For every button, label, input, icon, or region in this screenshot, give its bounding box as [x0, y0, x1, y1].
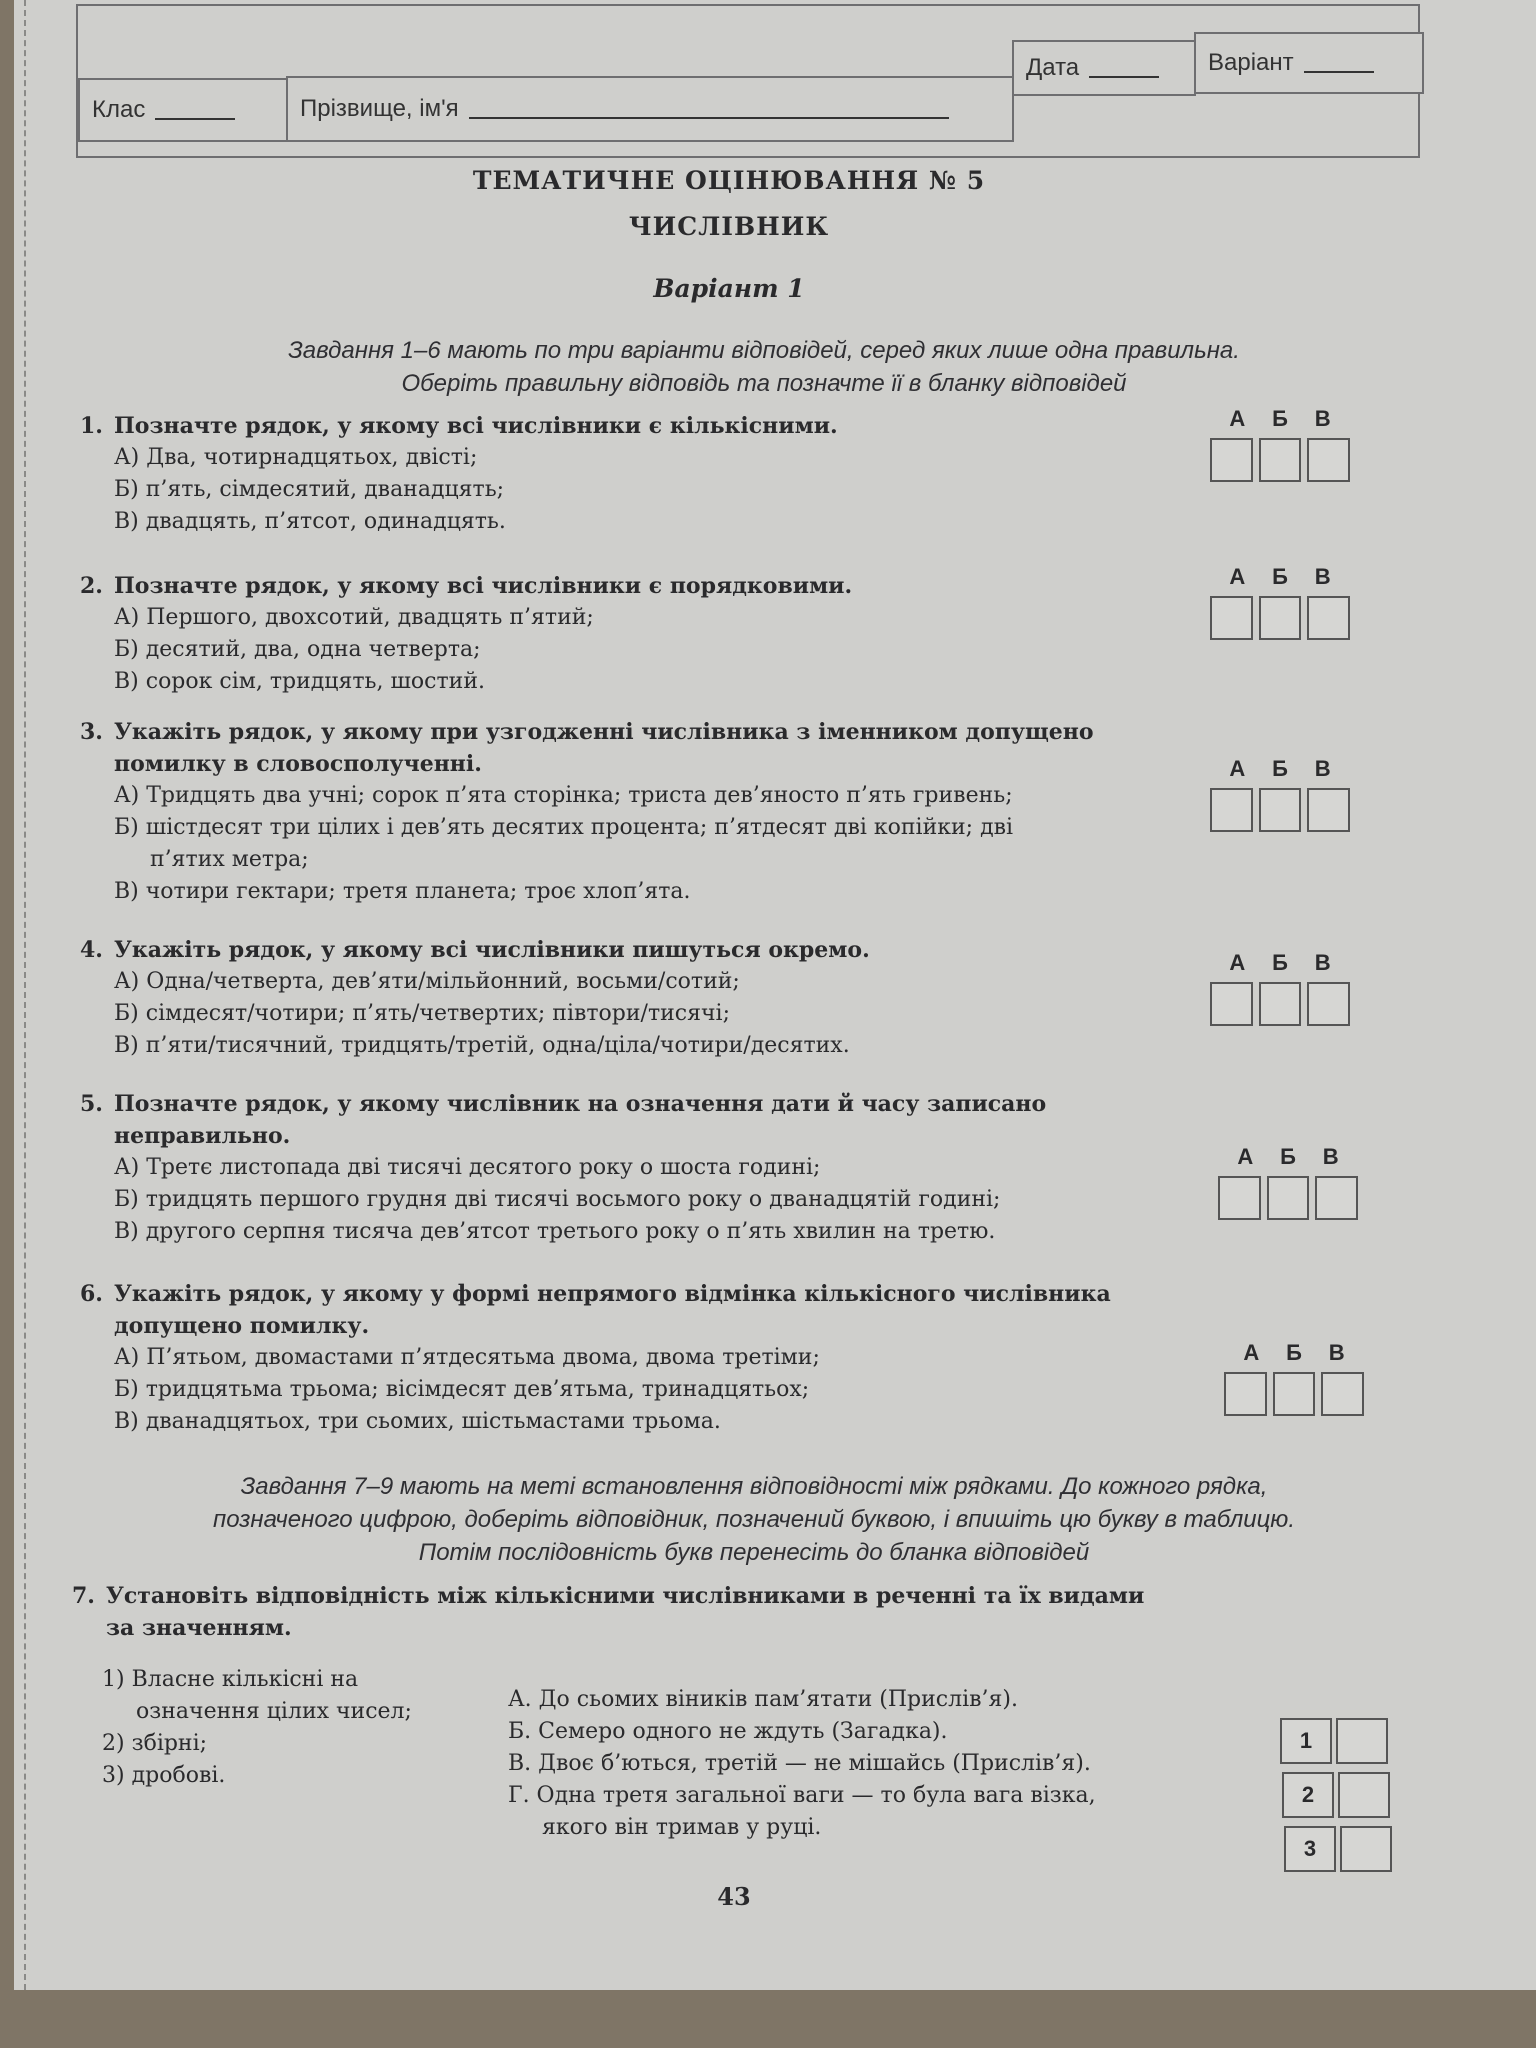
class-field[interactable] — [78, 78, 288, 142]
task-question: Позначте рядок, у якому числівник на означення дати й часу записано — [114, 1091, 1047, 1117]
answer-letter: А — [1229, 756, 1246, 781]
match-option: Б. Семеро одного не ждуть (Загадка). — [508, 1719, 948, 1744]
task-question: Позначте рядок, у якому всі числівники є порядковими. — [114, 573, 853, 599]
variant-label: Варіант — [1208, 49, 1294, 76]
answer-option: В) сорок сім, тридцять, шостий. — [114, 669, 485, 694]
instructions-line: Потім послідовність букв перенесіть до бланка відповідей — [418, 1539, 1090, 1566]
answer-letter: В — [1314, 950, 1331, 975]
answer-option: В) п’яти/тисячний, тридцять/третій, одна/ціла/чотири/десятих. — [114, 1033, 850, 1058]
task-number: 7. — [72, 1583, 95, 1609]
match-item: 1) Власне кількісні на — [102, 1667, 359, 1692]
answer-box[interactable] — [1210, 788, 1253, 832]
answer-grid-3 — [1210, 756, 1350, 832]
answer-letter: В — [1314, 406, 1331, 431]
answer-box[interactable] — [1267, 1176, 1310, 1220]
answer-option: Б) сімдесят/чотири; п’ять/четвертих; півтори/тисячі; — [114, 1001, 730, 1026]
match-answer-box[interactable] — [1338, 1772, 1390, 1818]
task-question-cont: за значенням. — [106, 1615, 292, 1641]
answer-grid-4 — [1210, 950, 1350, 1026]
match-option: В. Двоє б’ються, третій — не мішайсь (Прислів’я). — [508, 1751, 1091, 1776]
task-number: 4. — [80, 937, 103, 963]
instructions-line: Завдання 7–9 мають на меті встановлення відповідності між рядками. До кожного рядка, — [240, 1473, 1268, 1500]
name-field[interactable] — [286, 76, 1014, 142]
answer-option: В) дванадцятьох, три сьомих, шістьмастами трьома. — [114, 1409, 721, 1434]
page-number: 43 — [717, 1882, 751, 1911]
variant-field[interactable] — [1194, 32, 1424, 94]
answer-box[interactable] — [1259, 438, 1302, 482]
match-grid-row-1 — [1280, 1718, 1388, 1764]
answer-grid-2 — [1210, 564, 1350, 640]
match-number: 2 — [1282, 1772, 1334, 1818]
answer-option: Б) шістдесят три цілих і дев’ять десятих процента; п’ятдесят дві копійки; дві — [114, 815, 1014, 840]
answer-option: Б) десятий, два, одна четверта; — [114, 637, 481, 662]
instructions-line: позначеного цифрою, доберіть відповідник, позначений буквою, і впишіть цю букву в таблицю. — [212, 1506, 1296, 1533]
task-question: Позначте рядок, у якому всі числівники є кількісними. — [114, 413, 838, 439]
answer-box[interactable] — [1315, 1176, 1358, 1220]
answer-letter: А — [1243, 1340, 1260, 1365]
answer-box[interactable] — [1307, 438, 1350, 482]
answer-option: Б) тридцять першого грудня дві тисячі восьмого року о дванадцятій годині; — [114, 1187, 1001, 1212]
answer-grid-6 — [1224, 1340, 1364, 1416]
class-line[interactable] — [155, 100, 235, 120]
answer-box[interactable] — [1259, 982, 1302, 1026]
task-4 — [80, 934, 1200, 1062]
task-7-left-column — [102, 1664, 502, 1792]
task-number: 6. — [80, 1281, 103, 1307]
answer-box[interactable] — [1218, 1176, 1261, 1220]
date-label: Дата — [1026, 54, 1080, 81]
answer-letter: А — [1229, 950, 1246, 975]
task-question: Укажіть рядок, у якому при узгодженні числівника з іменником допущено — [114, 719, 1094, 745]
class-label: Клас — [92, 96, 146, 123]
match-answer-box[interactable] — [1336, 1718, 1388, 1764]
match-number: 3 — [1284, 1826, 1336, 1872]
answer-option: А) П’ятьом, двомастами п’ятдесятьма двома, двома третіми; — [114, 1345, 820, 1370]
task-question: Установіть відповідність між кількісними числівниками в реченні та їх видами — [106, 1583, 1145, 1609]
answer-option: А) Першого, двохсотий, двадцять п’ятий; — [114, 605, 594, 630]
instructions-line: Оберіть правильну відповідь та позначте її в бланку відповідей — [401, 370, 1127, 397]
instructions-7-9 — [84, 1470, 1424, 1569]
name-line[interactable] — [469, 99, 949, 119]
task-number: 2. — [80, 573, 103, 599]
task-2 — [80, 570, 1200, 698]
answer-box[interactable] — [1210, 982, 1253, 1026]
variant-line[interactable] — [1304, 53, 1374, 73]
answer-letter: В — [1322, 1144, 1339, 1169]
answer-box[interactable] — [1259, 596, 1302, 640]
task-question-cont: помилку в словосполученні. — [114, 751, 482, 777]
answer-letter: Б — [1272, 564, 1288, 589]
date-field[interactable] — [1012, 40, 1196, 96]
task-question: Укажіть рядок, у якому всі числівники пишуться окремо. — [114, 937, 870, 963]
answer-box[interactable] — [1307, 982, 1350, 1026]
answer-option: А) Третє листопада дві тисячі десятого року о шоста годині; — [114, 1155, 821, 1180]
answer-option: А) Два, чотирнадцятьох, двісті; — [114, 445, 478, 470]
answer-box[interactable] — [1273, 1372, 1316, 1416]
task-question-cont: неправильно. — [114, 1123, 291, 1149]
match-item-cont: означення цілих чисел; — [136, 1699, 412, 1724]
page-title: ТЕМАТИЧНЕ ОЦІНЮВАННЯ № 5 — [472, 166, 986, 195]
date-line[interactable] — [1089, 58, 1159, 78]
variant-heading: Варіант 1 — [653, 274, 805, 303]
worksheet-page — [14, 0, 1536, 1990]
answer-option: А) Тридцять два учні; сорок п’ята сторінка; триста дев’яносто п’ять гривень; — [114, 783, 1013, 808]
match-grid-row-3 — [1284, 1826, 1392, 1872]
task-number: 3. — [80, 719, 103, 745]
task-7 — [72, 1580, 1372, 1644]
answer-letter: Б — [1280, 1144, 1296, 1169]
answer-letter: А — [1229, 406, 1246, 431]
match-option: Г. Одна третя загальної ваги — то була вага візка, — [508, 1783, 1096, 1808]
answer-letter: Б — [1286, 1340, 1302, 1365]
task-7-right-column — [508, 1684, 1288, 1844]
answer-box[interactable] — [1210, 596, 1253, 640]
answer-letter: А — [1237, 1144, 1254, 1169]
answer-option: А) Одна/четверта, дев’яти/мільйонний, восьми/сотий; — [114, 969, 740, 994]
answer-option: Б) тридцятьма трьома; вісімдесят дев’ятьма, тринадцятьох; — [114, 1377, 810, 1402]
task-question: Укажіть рядок, у якому у формі непрямого відмінка кількісного числівника — [114, 1281, 1111, 1307]
task-1 — [80, 410, 1200, 538]
page-subtitle: ЧИСЛІВНИК — [628, 212, 830, 241]
match-option-cont: якого він тримав у руці. — [542, 1815, 822, 1840]
answer-option: В) чотири гектари; третя планета; троє хлоп’ята. — [114, 879, 691, 904]
answer-box[interactable] — [1224, 1372, 1267, 1416]
task-5 — [80, 1088, 1200, 1248]
match-option: А. До сьомих віників пам’ятати (Прислів’я). — [508, 1687, 1018, 1712]
answer-letter: В — [1314, 564, 1331, 589]
answer-grid-5 — [1218, 1144, 1358, 1220]
match-grid-row-2 — [1282, 1772, 1390, 1818]
answer-option-cont: п’ятих метра; — [150, 847, 309, 872]
name-label: Прізвище, ім'я — [300, 95, 459, 122]
answer-box[interactable] — [1210, 438, 1253, 482]
answer-letter: Б — [1272, 406, 1288, 431]
answer-grid-1 — [1210, 406, 1350, 482]
task-6 — [80, 1278, 1200, 1438]
match-item: 3) дробові. — [102, 1763, 226, 1788]
answer-letter: Б — [1272, 950, 1288, 975]
instructions-line: Завдання 1–6 мають по три варіанти відповідей, серед яких лише одна правильна. — [288, 337, 1240, 364]
answer-letter: Б — [1272, 756, 1288, 781]
match-answer-box[interactable] — [1340, 1826, 1392, 1872]
answer-box[interactable] — [1307, 788, 1350, 832]
answer-option: В) другого серпня тисяча дев’ятсот третього року о п’ять хвилин на третю. — [114, 1219, 996, 1244]
task-3 — [80, 716, 1200, 908]
answer-letter: В — [1328, 1340, 1345, 1365]
match-number: 1 — [1280, 1718, 1332, 1764]
task-number: 1. — [80, 413, 103, 439]
answer-option: Б) п’ять, сімдесятий, дванадцять; — [114, 477, 505, 502]
instructions-1-6 — [174, 334, 1354, 400]
match-item: 2) збірні; — [102, 1731, 208, 1756]
answer-option: В) двадцять, п’ятсот, одинадцять. — [114, 509, 506, 534]
task-number: 5. — [80, 1091, 103, 1117]
answer-letter: А — [1229, 564, 1246, 589]
answer-box[interactable] — [1307, 596, 1350, 640]
answer-box[interactable] — [1321, 1372, 1364, 1416]
answer-letter: В — [1314, 756, 1331, 781]
task-question-cont: допущено помилку. — [114, 1313, 370, 1339]
answer-box[interactable] — [1259, 788, 1302, 832]
